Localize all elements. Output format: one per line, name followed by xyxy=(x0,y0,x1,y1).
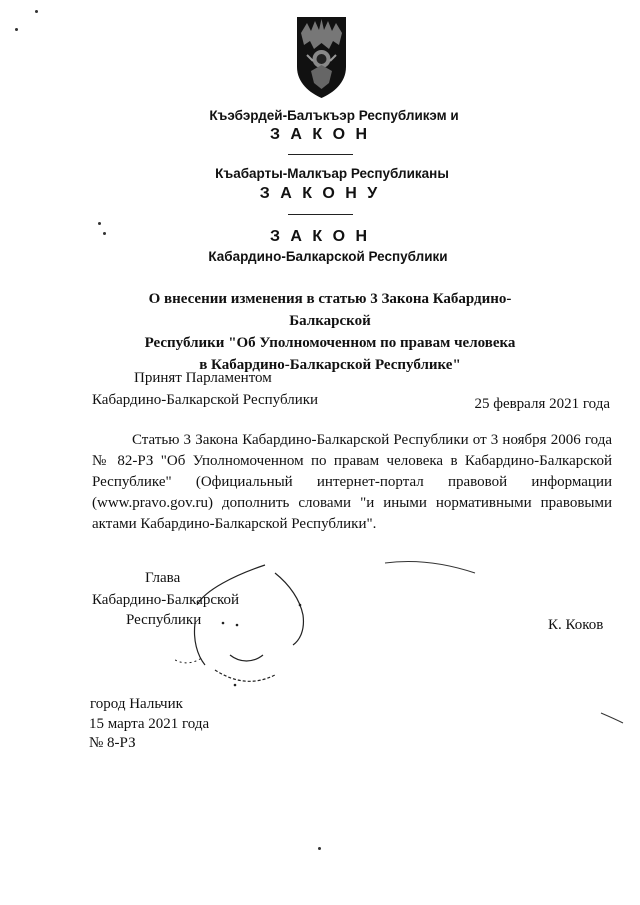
signatory-name: К. Коков xyxy=(548,617,604,633)
kbd-republic-heading: Къэбэрдей-Балъкъэр Республикэм и xyxy=(209,108,459,123)
scan-speck xyxy=(15,28,18,31)
law-title-line-3: в Кабардино-Балкарской Республике" xyxy=(199,357,461,373)
law-number: № 8-РЗ xyxy=(89,735,136,751)
krc-law-heading: З А К О Н У xyxy=(259,185,381,202)
law-body xyxy=(92,430,612,535)
divider xyxy=(288,214,353,215)
coat-of-arms-emblem xyxy=(293,15,350,100)
scan-speck xyxy=(35,10,38,13)
adoption-date: 25 февраля 2021 года xyxy=(474,396,610,412)
handwritten-signature xyxy=(175,545,505,705)
signing-date: 15 марта 2021 года xyxy=(89,716,210,732)
law-title xyxy=(110,288,550,376)
signatory-title-line-1: Глава xyxy=(145,570,181,586)
law-body-paragraph: Статью 3 Закона Кабардино-Балкарской Республики от 3 ноября 2006 года № 82-РЗ "Об Уполномоченном по правам человека в Кабардино-Балкарской Республике" (Официальный интернет-портал правовой информации (www.pravo.gov.ru) дополнить словами "и иными нормативными правовыми актами Кабардино-Балкарской Республики". xyxy=(92,432,612,532)
rus-law-heading: З А К О Н xyxy=(269,228,371,245)
law-title-line-2: Республики "Об Уполномоченном по правам человека xyxy=(144,335,516,351)
law-title-line-1: О внесении изменения в статью 3 Закона Кабардино-Балкарской xyxy=(148,291,512,329)
signatory-title-line-2: Кабардино-Балкарской xyxy=(92,592,240,608)
adopted-by-parliament: Кабардино-Балкарской Республики xyxy=(92,392,319,408)
signatory-title-line-3: Республики xyxy=(126,612,202,628)
divider xyxy=(288,154,353,155)
scan-speck xyxy=(103,232,106,235)
kbd-law-heading: З А К О Н xyxy=(269,126,371,143)
rus-republic-heading: Кабардино-Балкарской Республики xyxy=(208,249,448,264)
signing-place: город Нальчик xyxy=(90,696,183,712)
krc-republic-heading: Къабарты-Малкъар Республиканы xyxy=(215,166,449,181)
scan-mark xyxy=(600,712,625,724)
scan-speck xyxy=(98,222,101,225)
adopted-by-line: Принят Парламентом xyxy=(134,370,272,386)
scan-speck xyxy=(318,847,321,850)
